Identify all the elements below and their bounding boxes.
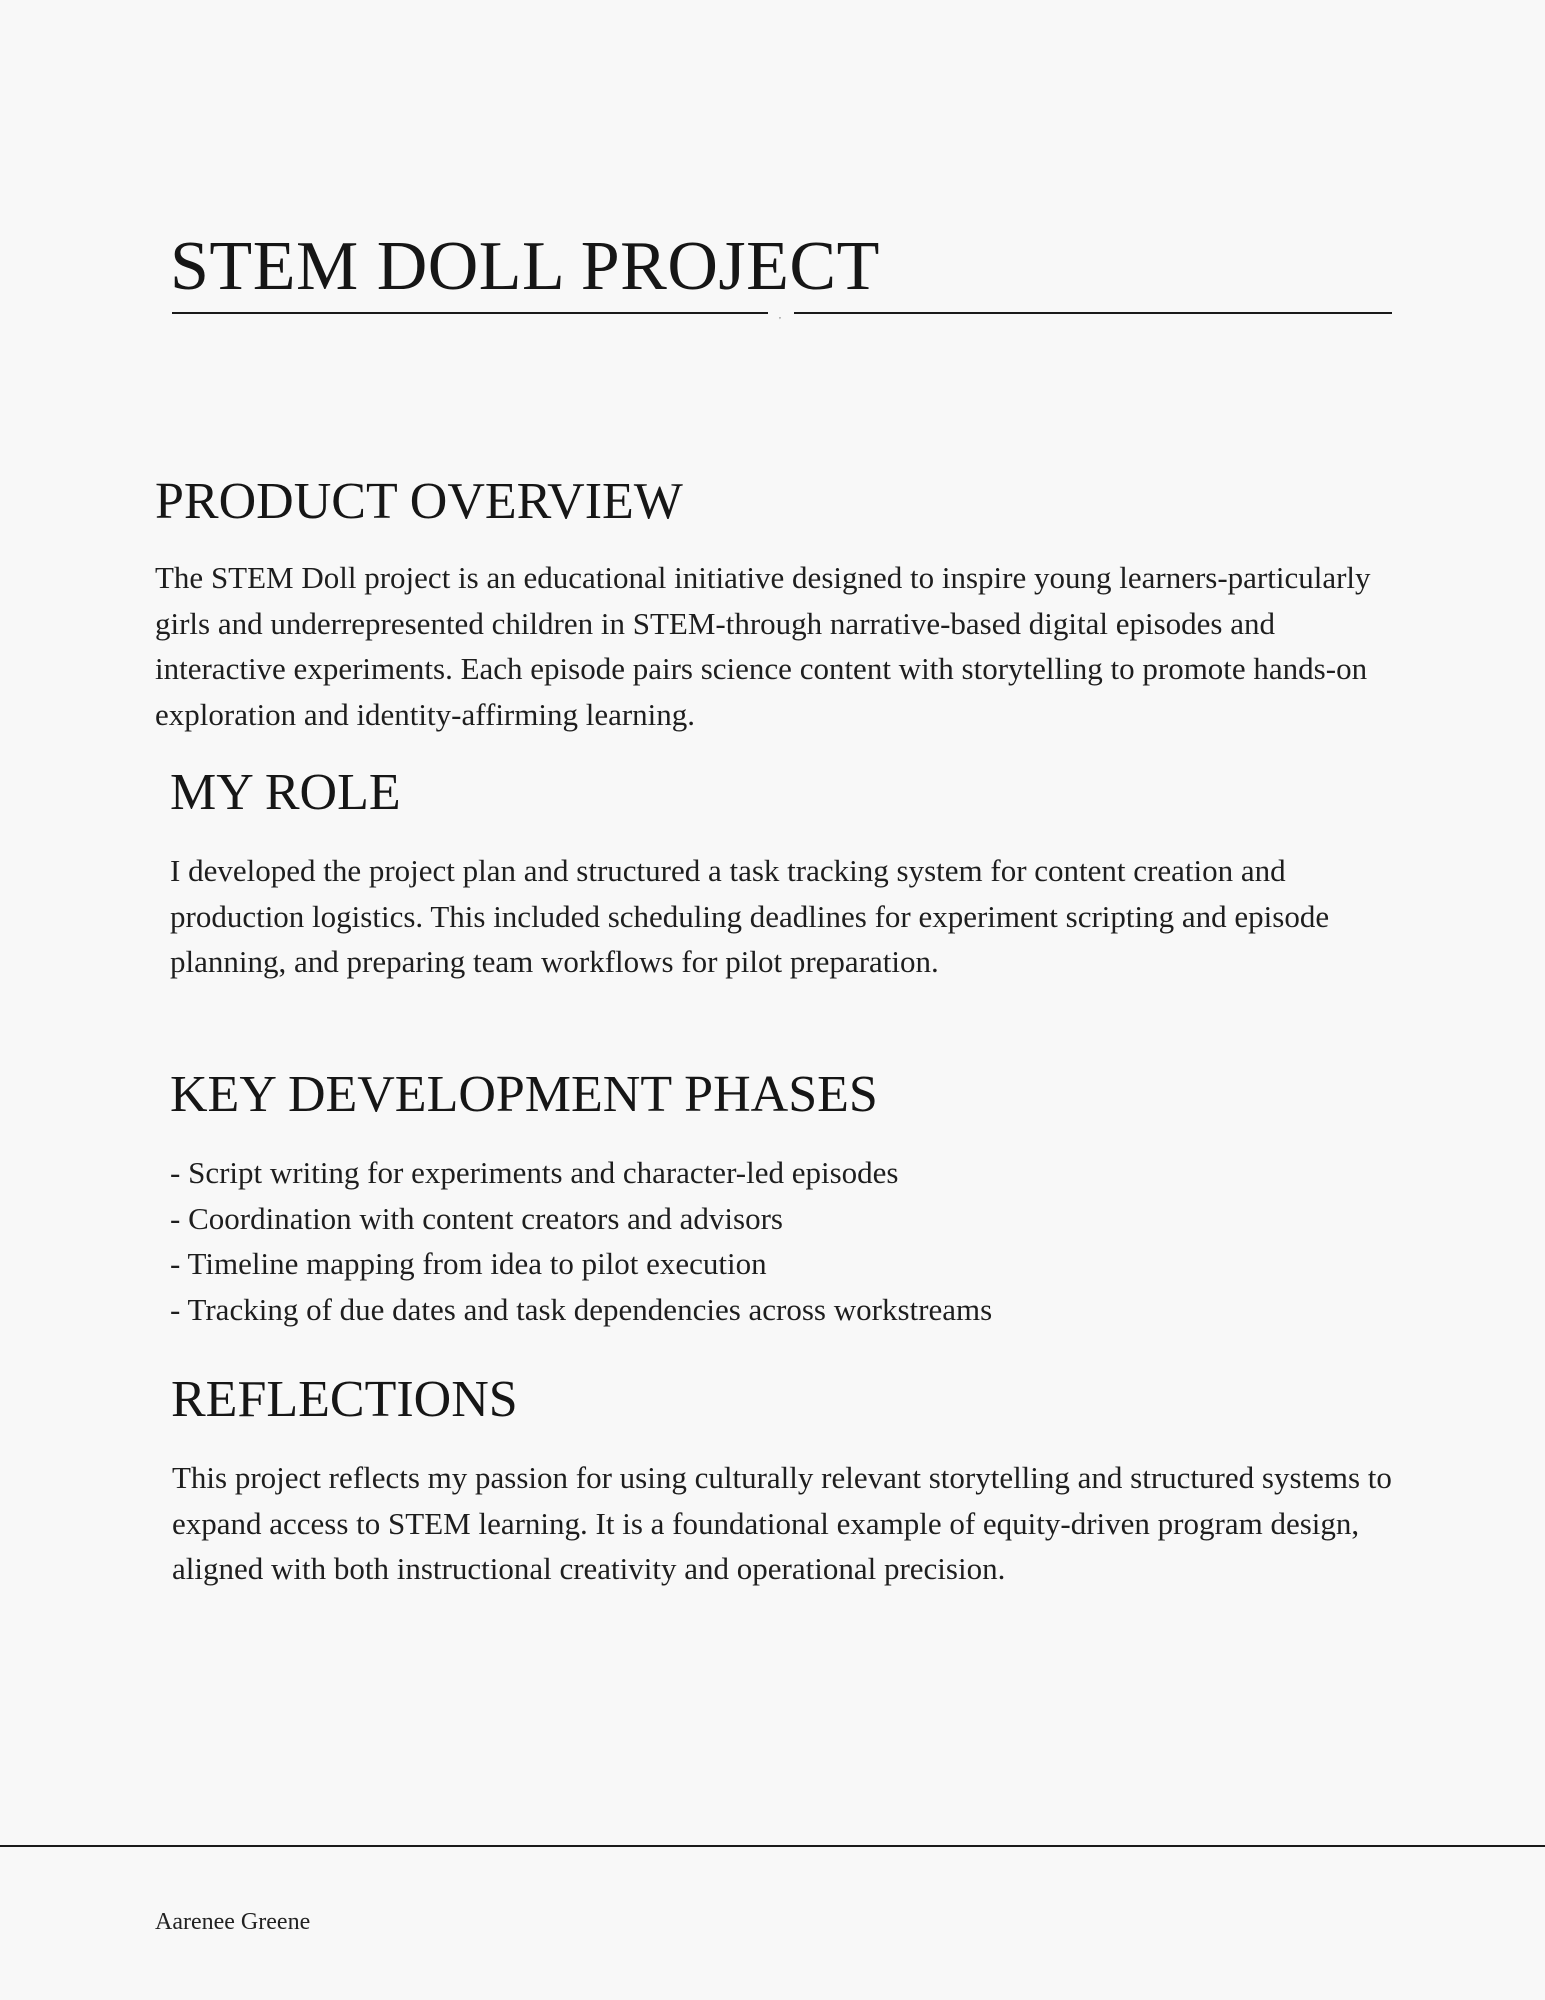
footer-author: Aarenee Greene: [155, 1909, 311, 1935]
footer-divider: [0, 1845, 1545, 1847]
product-overview-body: The STEM Doll project is an educational initiative designed to inspire young learners-particularly girls and underrepresented children in STEM-through narrative-based digital episodes and interactive experiments. Each episode pairs science content with storytelling to promote hands-on exploration and identity-affirming learning.: [155, 560, 1371, 732]
key-development-phases-heading: KEY DEVELOPMENT PHASES: [170, 1066, 878, 1123]
list-item: - Script writing for experiments and character-led episodes: [170, 1150, 992, 1196]
my-role-heading: MY ROLE: [170, 764, 401, 821]
page-title: STEM DOLL PROJECT: [170, 228, 880, 305]
reflections-heading: REFLECTIONS: [171, 1371, 518, 1428]
key-development-phases-list: [170, 1150, 992, 1332]
product-overview-heading: PRODUCT OVERVIEW: [155, 473, 683, 530]
title-underline-left: [172, 312, 768, 314]
list-item: - Tracking of due dates and task dependencies across workstreams: [170, 1287, 992, 1333]
my-role-body: I developed the project plan and structured a task tracking system for content creation and production logistics. This included scheduling deadlines for experiment scripting and episode planning, and preparing team workflows for pilot preparation.: [170, 853, 1330, 979]
list-item: - Timeline mapping from idea to pilot execution: [170, 1241, 992, 1287]
title-underline-mark: ,: [779, 311, 781, 320]
list-item: - Coordination with content creators and advisors: [170, 1196, 992, 1242]
title-underline-right: [794, 312, 1392, 314]
reflections-body: This project reflects my passion for using culturally relevant storytelling and structured systems to expand access to STEM learning. It is a foundational example of equity-driven program design, aligned with both instructional creativity and operational precision.: [172, 1460, 1392, 1586]
